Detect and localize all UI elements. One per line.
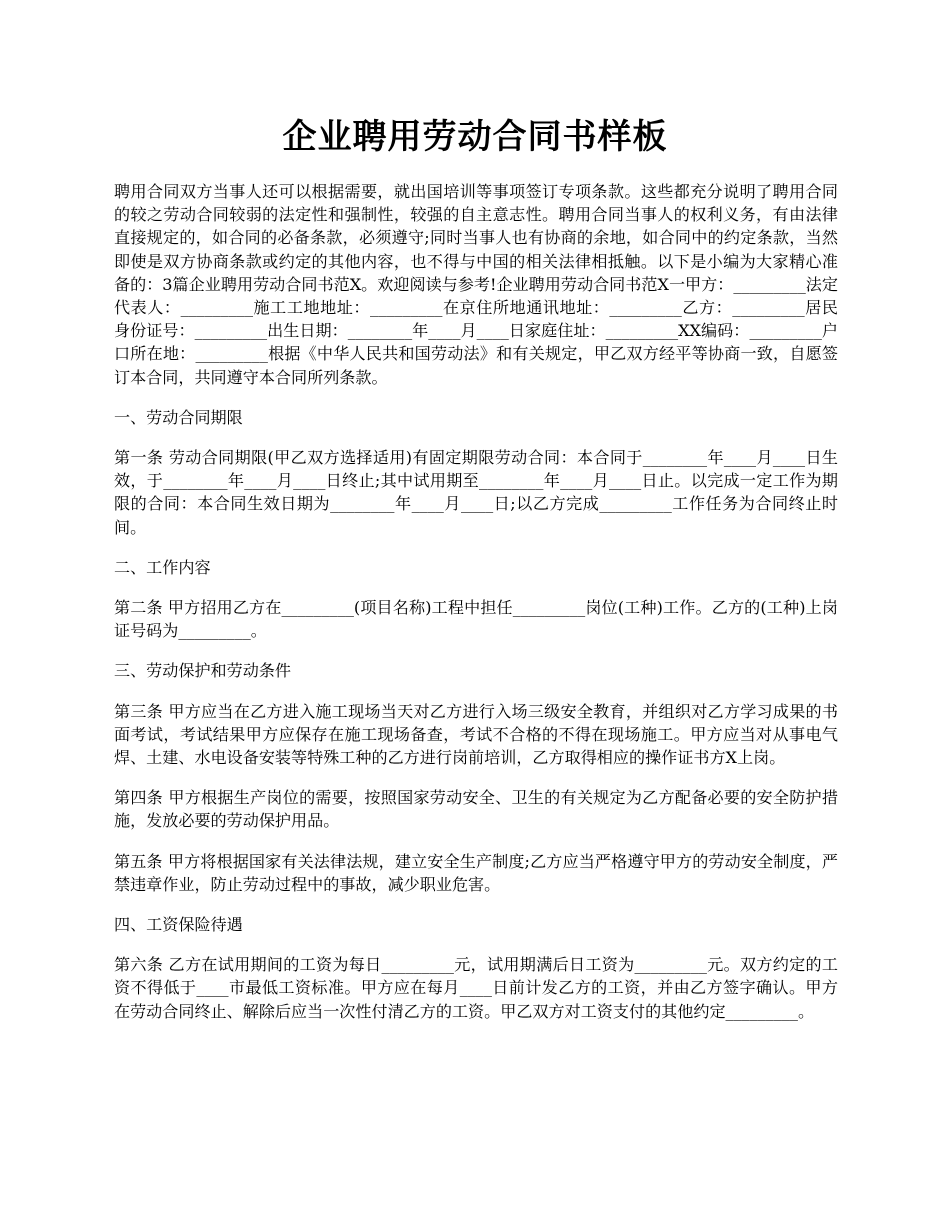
document-title: 企业聘用劳动合同书样板 (282, 117, 668, 157)
article-4-paragraph: 第四条 甲方根据生产岗位的需要，按照国家劳动安全、卫生的有关规定为乙方配备必要的安全防护措施，发放必要的劳动保护用品。 (114, 788, 838, 831)
intro-paragraph: 聘用合同双方当事人还可以根据需要，就出国培训等事项签订专项条款。这些都充分说明了聘用合同的较之劳动合同较弱的法定性和强制性，较强的自主意志性。聘用合同当事人的权利义务，有由法律直接规定的，如合同的必备条款，必须遵守;同时当事人也有协商的余地，如合同中的约定条款，当然即使是双方协商条款或约定的其他内容，也不得与中国的相关法律相抵触。以下是小编为大家精心准备的：3篇企业聘用劳动合同书范X。欢迎阅读与参考!企业聘用劳动合同书范X一甲方：_________法定代表人：_________施工工地地址：_________在京住所地通讯地址：_________乙方：_________居民身份证号：_________出生日期：________年____月____日家庭住址：_________XX编码：_________户口所在地：_________根据《中华人民共和国劳动法》和有关规定，甲乙双方经平等协商一致，自愿签订本合同，共同遵守本合同所列条款。 (114, 182, 838, 387)
section-heading-term: 一、劳动合同期限 (114, 407, 243, 427)
section-heading-wages-insurance: 四、工资保险待遇 (114, 915, 243, 935)
article-3-paragraph: 第三条 甲方应当在乙方进入施工现场当天对乙方进行入场三级安全教育，并组织对乙方学习成果的书面考试，考试结果甲方应保存在施工现场备查，考试不合格的不得在现场施工。甲方应当对从事电气焊、土建、水电设备安装等特殊工种的乙方进行岗前培训，乙方取得相应的操作证书方X上岗。 (114, 701, 838, 768)
article-2-paragraph: 第二条 甲方招用乙方在_________(项目名称)工程中担任_________岗位(工种)工作。乙方的(工种)上岗证号码为_________。 (114, 598, 838, 641)
article-5-paragraph: 第五条 甲方将根据国家有关法律法规，建立安全生产制度;乙方应当严格遵守甲方的劳动安全制度，严禁违章作业，防止劳动过程中的事故，减少职业危害。 (114, 851, 838, 894)
document-body (114, 180, 838, 1040)
article-6-paragraph: 第六条 乙方在试用期间的工资为每日_________元，试用期满后日工资为_________元。双方约定的工资不得低于____市最低工资标准。甲方应在每月____日前计发乙方的工资，并由乙方签字确认。甲方在劳动合同终止、解除后应当一次性付清乙方的工资。甲乙双方对工资支付的其他约定_________。 (114, 955, 838, 1021)
section-heading-labor-protection: 三、劳动保护和劳动条件 (114, 661, 292, 681)
section-heading-work-content: 二、工作内容 (114, 557, 211, 577)
article-1-paragraph: 第一条 劳动合同期限(甲乙双方选择适用)有固定期限劳动合同：本合同于________年____月____日生效，于________年____月____日终止;其中试用期至________年____月____日止。以完成一定工作为期限的合同：本合同生效日期为________年____月____日;以乙方完成_________工作任务为合同终止时间。 (114, 448, 838, 537)
